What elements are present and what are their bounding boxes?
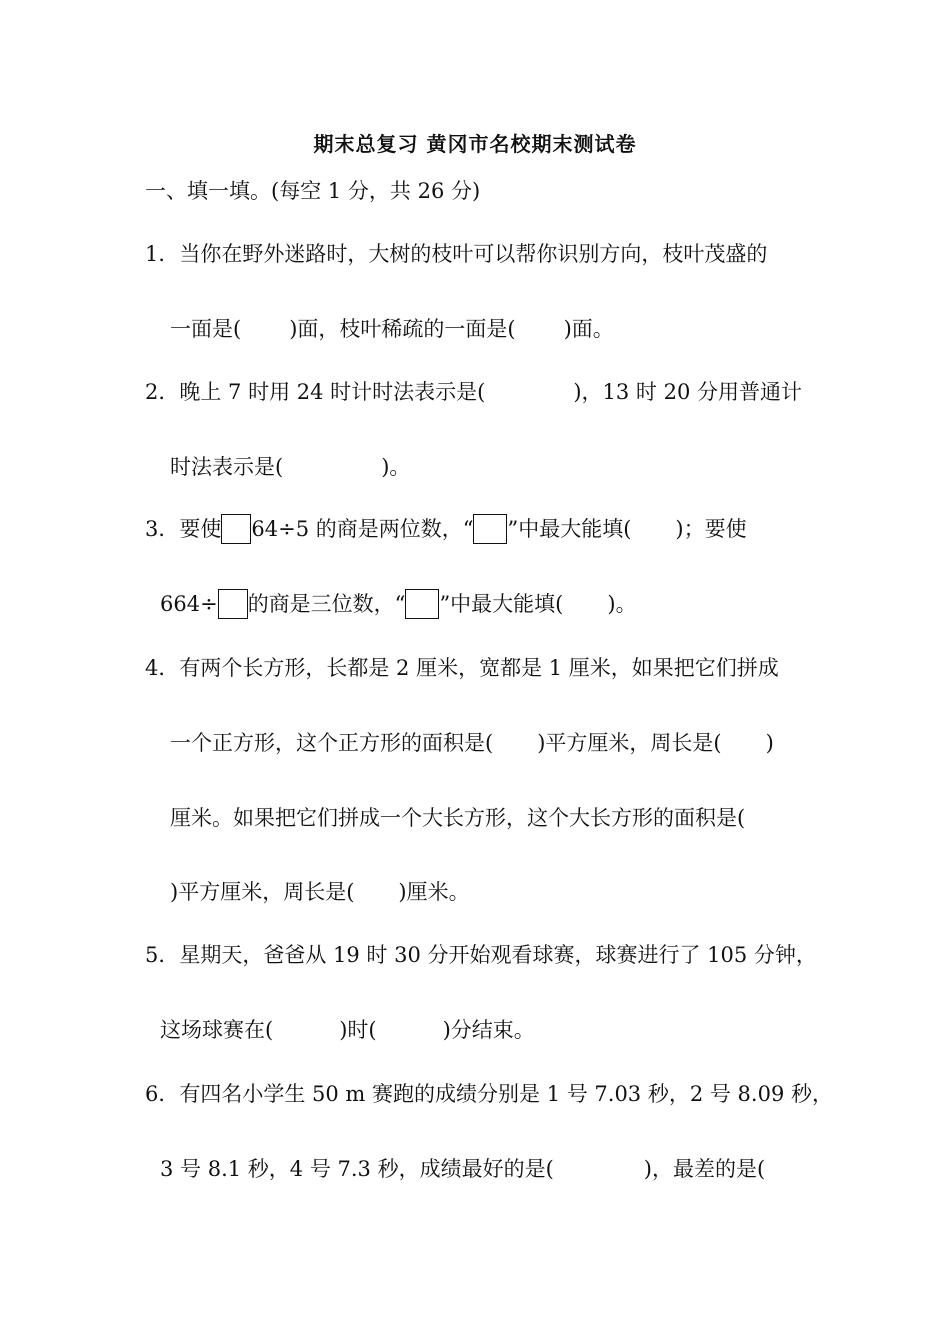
question-6-line-1: 6．有四名小学生 50 m 赛跑的成绩分别是 1 号 7.03 秒，2 号 8.09 秒， — [145, 1082, 833, 1106]
q4-text-d: )平方厘米，周长是( — [170, 880, 355, 904]
q1-text-c: )面。 — [563, 317, 614, 341]
q1-text-b: )面，枝叶稀疏的一面是( — [289, 317, 516, 341]
q1-text-a: 一面是( — [170, 317, 242, 341]
q3-text-b: 64÷5 的商是两位数，“ — [251, 517, 474, 541]
question-3-line-1 — [145, 514, 747, 544]
question-4-line-1: 4．有两个长方形，长都是 2 厘米，宽都是 1 厘米，如果把它们拼成 — [145, 656, 779, 680]
question-1-line-2 — [170, 314, 614, 344]
q3-text-c: ”中最大能填( — [507, 517, 632, 541]
q3-text-h: )。 — [607, 592, 637, 616]
question-2-line-2 — [170, 452, 410, 482]
q2-text-b: )，13 时 20 分用普通计 — [573, 380, 803, 404]
question-5-line-2 — [160, 1015, 535, 1045]
question-5-line-1: 5．星期天，爸爸从 19 时 30 分开始观看球赛，球赛进行了 105 分钟， — [145, 943, 817, 967]
q3-text-g: ”中最大能填( — [439, 592, 564, 616]
digit-box[interactable] — [473, 514, 507, 544]
q4-text-e: )厘米。 — [398, 880, 470, 904]
digit-box[interactable] — [405, 589, 439, 619]
q3-text-f: 的商是三位数，“ — [247, 592, 406, 616]
q5-text-c: )分结束。 — [442, 1018, 535, 1042]
q6-text-a: 3 号 8.1 秒，4 号 7.3 秒，成绩最好的是( — [160, 1157, 554, 1181]
q4-text-a: 一个正方形，这个正方形的面积是( — [170, 731, 494, 755]
section-heading: 一、填一填。(每空 1 分，共 26 分) — [145, 179, 481, 203]
q2-text-a: 2．晚上 7 时用 24 时计时法表示是( — [145, 380, 486, 404]
question-4-line-4 — [170, 877, 470, 907]
q5-text-b: )时( — [339, 1018, 377, 1042]
question-3-line-2 — [160, 589, 637, 619]
page-title: 期末总复习 黄冈市名校期末测试卷 — [313, 132, 637, 156]
q4-text-b: )平方厘米，周长是( — [537, 731, 722, 755]
q5-text-a: 这场球赛在( — [160, 1018, 274, 1042]
digit-box[interactable] — [221, 514, 251, 544]
question-6-line-2 — [160, 1154, 765, 1184]
q6-text-b: )，最差的是( — [643, 1157, 766, 1181]
q2-text-d: )。 — [381, 455, 411, 479]
q3-text-a: 3．要使 — [145, 517, 222, 541]
question-4-line-2 — [170, 728, 774, 758]
q3-text-e: 664÷ — [160, 592, 218, 616]
q3-text-d: )；要使 — [675, 517, 747, 541]
q2-text-c: 时法表示是( — [170, 455, 284, 479]
question-2-line-1 — [145, 377, 802, 407]
q4-text-c: ) — [765, 731, 774, 755]
digit-box[interactable] — [218, 589, 248, 619]
question-1-line-1: 1．当你在野外迷路时，大树的枝叶可以帮你识别方向，枝叶茂盛的 — [145, 242, 768, 266]
question-4-line-3: 厘米。如果把它们拼成一个大长方形，这个大长方形的面积是( — [170, 806, 746, 830]
